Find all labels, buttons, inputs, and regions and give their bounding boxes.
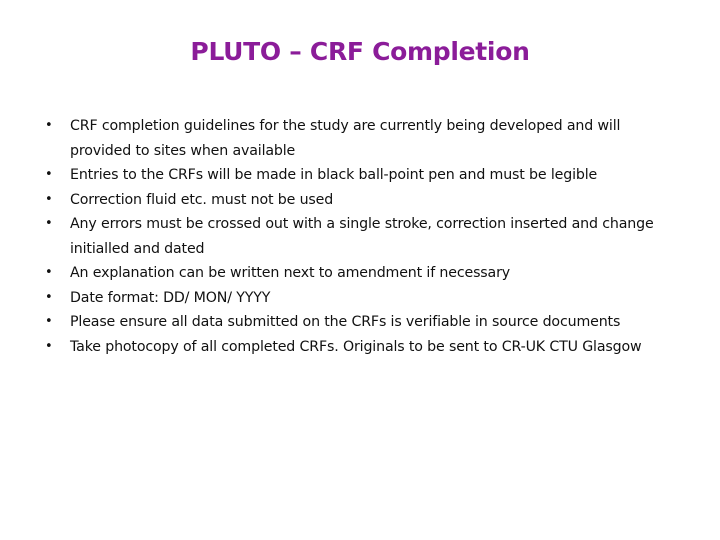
bullet-text: An explanation can be written next to amendment if necessary — [70, 265, 511, 281]
bullet-item — [44, 310, 684, 335]
bullet-text: Please ensure all data submitted on the CRFs is verifiable in source documents — [70, 314, 621, 330]
bullet-text: Take photocopy of all completed CRFs. Originals to be sent to CR-UK CTU Glasgow — [70, 338, 642, 355]
bullet-text: Correction fluid etc. must not be used — [70, 191, 334, 208]
bullet-item — [44, 335, 684, 360]
bullet-icon: • — [45, 289, 53, 305]
bullet-icon: • — [45, 216, 53, 231]
bullet-item — [44, 188, 684, 213]
bullet-text: CRF completion guidelines for the study are currently being developed and will provided to sites when available — [70, 118, 621, 159]
bullet-list — [44, 114, 684, 359]
bullet-icon: • — [45, 265, 53, 280]
bullet-item — [44, 212, 684, 261]
bullet-icon: • — [45, 314, 53, 329]
bullet-item — [44, 114, 684, 163]
bullet-item — [44, 163, 684, 188]
bullet-text: Date format: DD/ MON/ YYYY — [70, 289, 271, 306]
bullet-icon: • — [45, 167, 53, 182]
slide-title: PLUTO – CRF Completion — [190, 37, 530, 66]
bullet-text: Entries to the CRFs will be made in black ball-point pen and must be legible — [70, 167, 598, 183]
bullet-icon: • — [45, 191, 53, 207]
bullet-item — [44, 261, 684, 286]
bullet-icon: • — [45, 338, 53, 354]
bullet-text: Any errors must be crossed out with a single stroke, correction inserted and change initialled and dated — [70, 216, 654, 257]
bullet-item — [44, 286, 684, 311]
bullet-icon: • — [45, 118, 53, 133]
